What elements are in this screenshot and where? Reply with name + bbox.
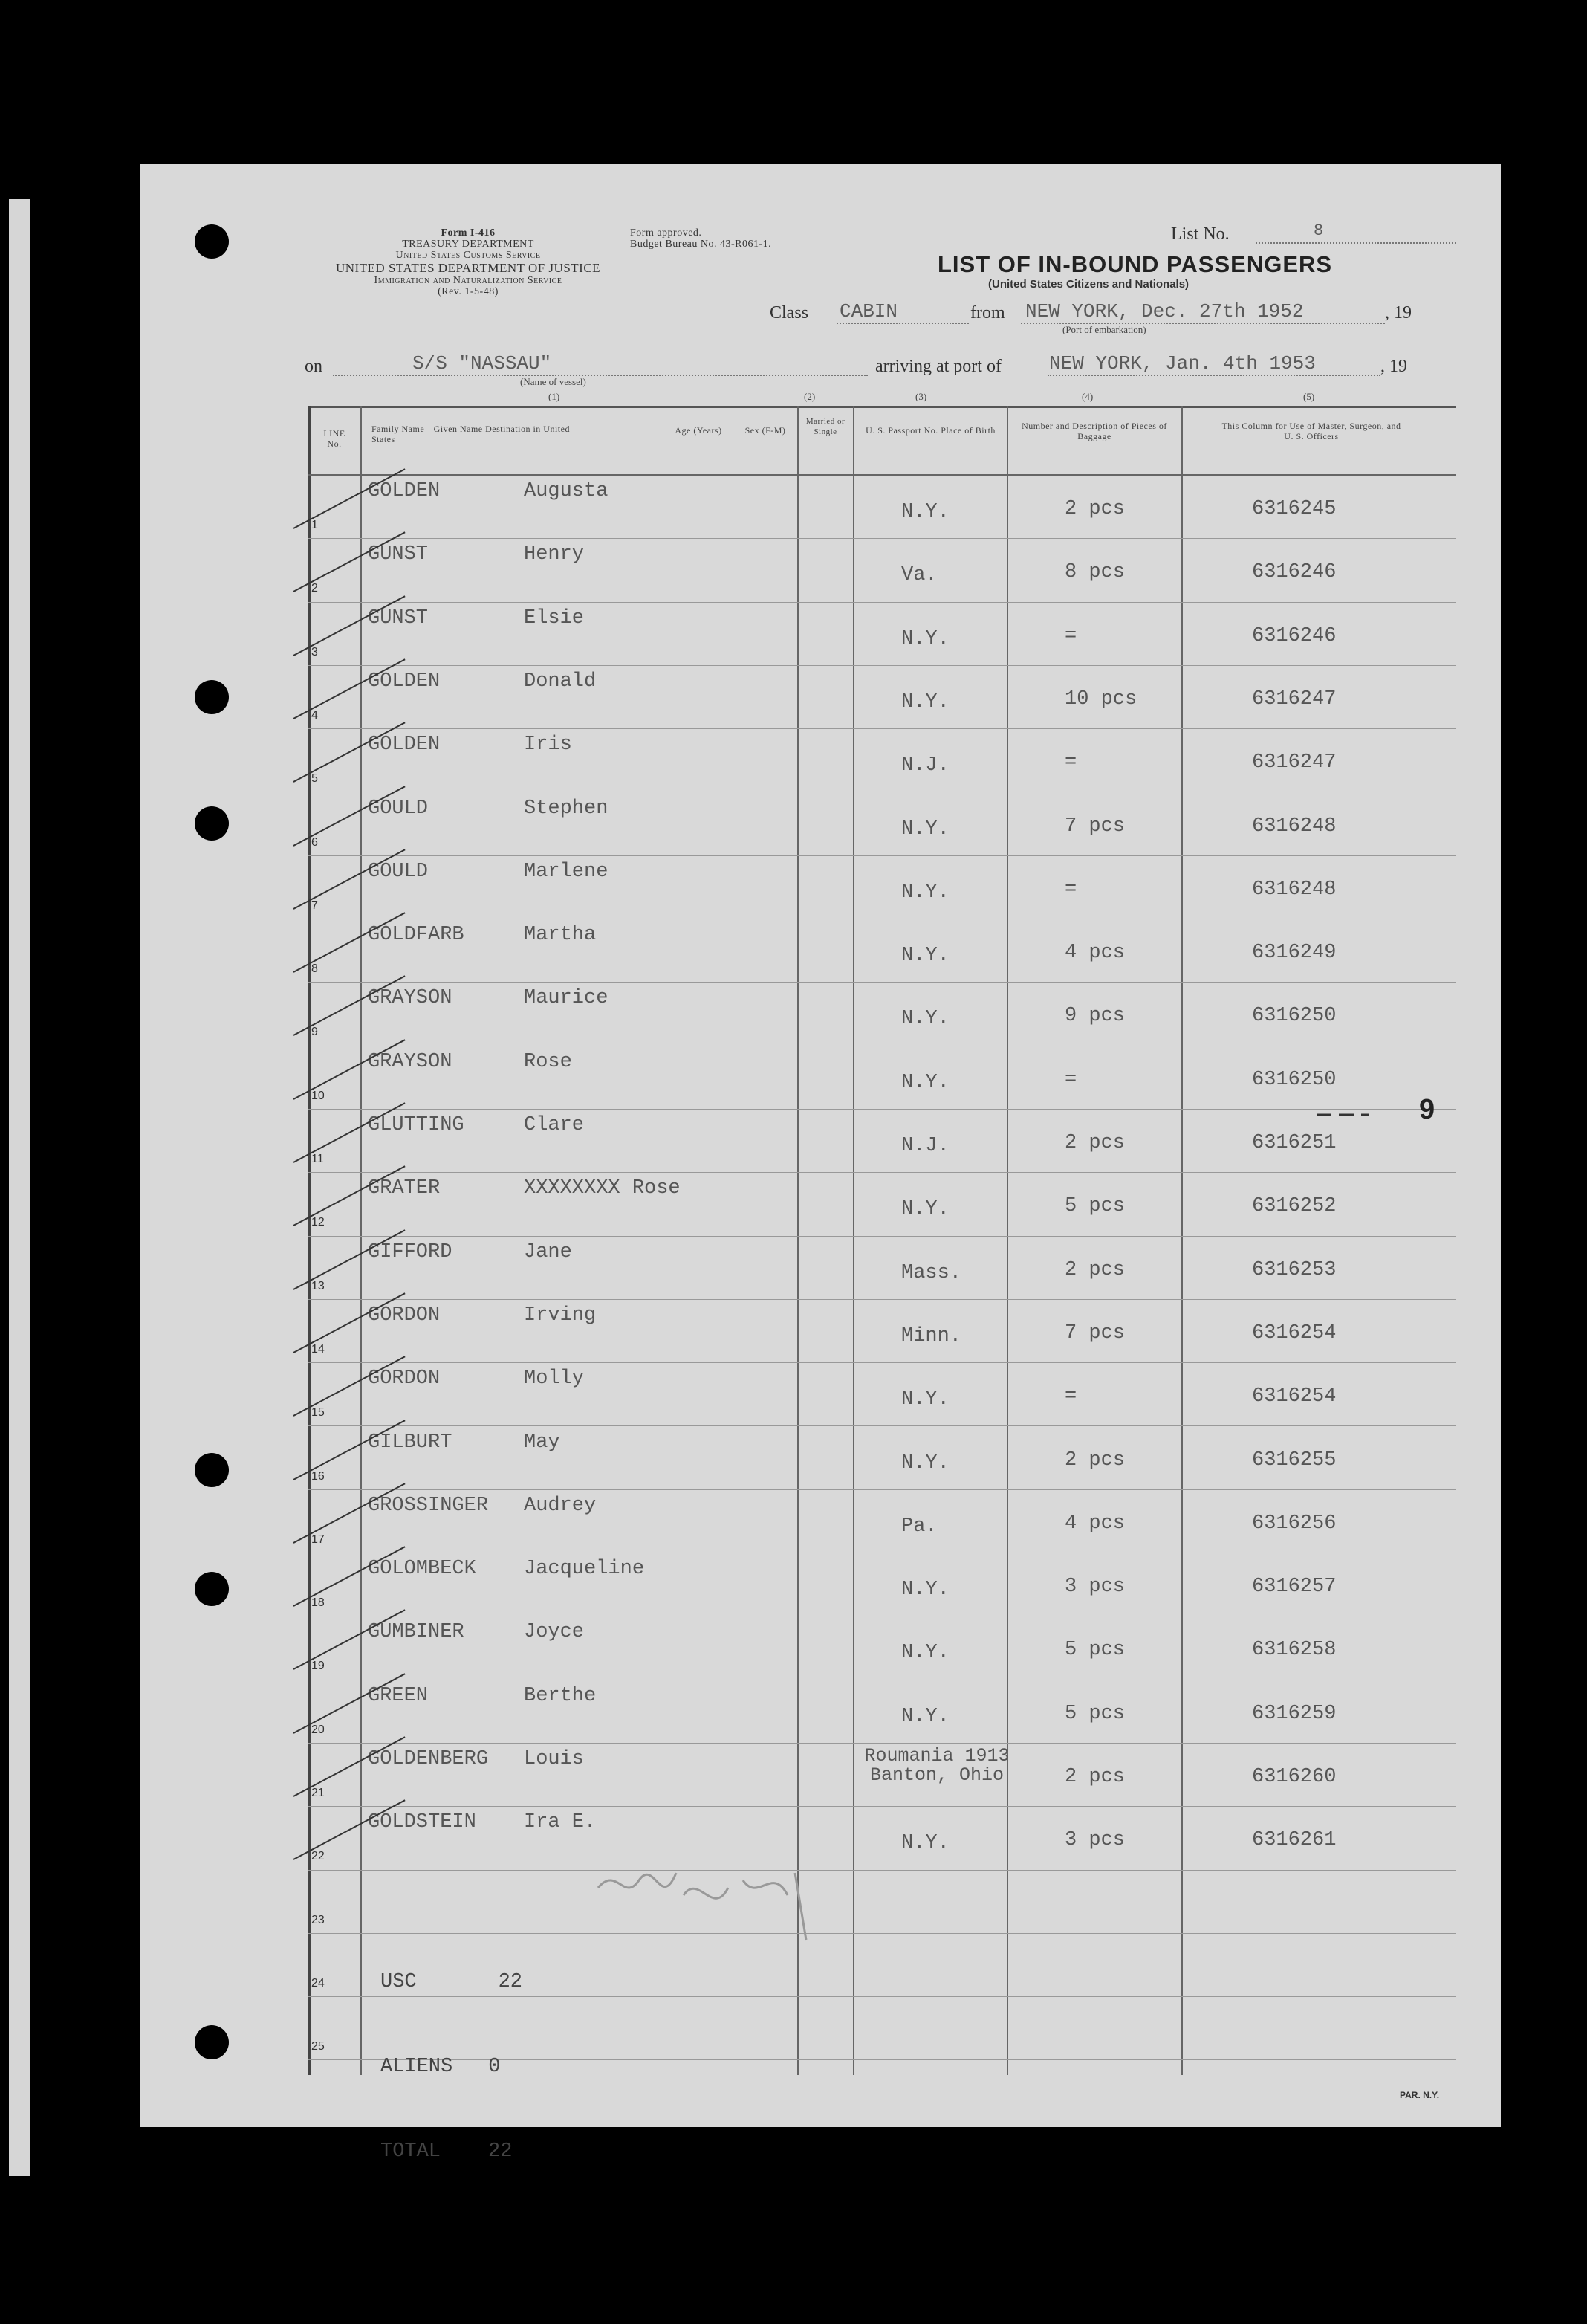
baggage: 4 pcs [1065, 1512, 1126, 1535]
binder-hole [195, 2025, 229, 2059]
budget-bureau: Budget Bureau No. 43-R061-1. [630, 239, 772, 250]
given-name: May [524, 1431, 560, 1454]
officer-number: 6316252 [1252, 1195, 1337, 1218]
officer-number: 6316259 [1252, 1702, 1337, 1725]
place-of-birth: N.J. [901, 1135, 950, 1157]
table-row [308, 983, 1456, 1046]
binder-hole [195, 806, 229, 841]
place-of-birth: N.Y. [901, 1071, 950, 1094]
given-name: XXXXXXXX Rose [524, 1177, 681, 1200]
table-row [308, 1300, 1456, 1363]
place-of-birth: N.Y. [901, 1008, 950, 1031]
place-of-birth: N.J. [901, 754, 950, 777]
place-of-birth: N.Y. [901, 690, 950, 713]
customs-service: United States Customs Service [395, 250, 541, 261]
family-name: GLUTTING [368, 1114, 464, 1136]
handwritten-scribble [594, 1858, 817, 1955]
line-number: 4 [311, 708, 318, 722]
given-name: Donald [524, 670, 597, 693]
table-row [308, 919, 1456, 983]
baggage: 10 pcs [1065, 687, 1137, 711]
baggage: 5 pcs [1065, 1702, 1126, 1725]
family-name: GUMBINER [368, 1621, 464, 1644]
summary-aliens [380, 2053, 522, 2081]
given-name: Audrey [524, 1494, 597, 1517]
place-of-birth: Va. [901, 564, 938, 587]
place-of-birth: N.Y. [901, 945, 950, 968]
baggage: = [1065, 1068, 1077, 1091]
given-name: Jacqueline [524, 1558, 645, 1581]
line-number: 16 [311, 1469, 325, 1483]
printer-mark: PAR. N.Y. [1400, 2090, 1440, 2100]
place-of-birth: N.Y. [901, 1705, 950, 1728]
officer-number: 6316248 [1252, 815, 1337, 838]
table-row [308, 476, 1456, 539]
line-number: 6 [311, 835, 318, 849]
from-value: NEW YORK, Dec. 27th 1952 [1025, 300, 1304, 323]
binder-hole [195, 680, 229, 714]
table-row [308, 1046, 1456, 1110]
line-number: 20 [311, 1723, 325, 1736]
ins-service: Immigration and Naturalization Service [374, 275, 562, 286]
officer-number: 6316260 [1252, 1766, 1337, 1788]
column-number-2: (2) [804, 391, 816, 402]
family-name: GROSSINGER [368, 1494, 489, 1517]
place-of-birth: N.Y. [901, 1642, 950, 1665]
baggage: 4 pcs [1065, 942, 1126, 965]
col-age: Age (Years) [675, 425, 722, 436]
line-number: 24 [311, 1976, 325, 1990]
col-line-no: LINE No. [323, 428, 345, 449]
margin-dash [1317, 1112, 1369, 1118]
officer-number: 6316245 [1252, 498, 1337, 520]
officer-number: 6316246 [1252, 624, 1337, 647]
line-number: 25 [311, 2040, 325, 2053]
place-of-birth: N.Y. [901, 501, 950, 523]
column-number-4: (4) [1082, 391, 1094, 402]
total-value: 22 [488, 2140, 513, 2163]
usc-label: USC [380, 1971, 417, 1993]
given-name: Stephen [524, 797, 608, 820]
line-number: 5 [311, 772, 318, 786]
baggage: 7 pcs [1065, 1321, 1126, 1344]
baggage: = [1065, 751, 1077, 774]
adjacent-page-edge [9, 199, 30, 2176]
given-name: Joyce [524, 1621, 585, 1644]
aliens-value: 0 [488, 2056, 501, 2078]
line-number: 1 [311, 519, 318, 531]
treasury-dept: TREASURY DEPARTMENT [402, 239, 534, 250]
given-name: Berthe [524, 1684, 597, 1707]
line-number: 10 [311, 1089, 325, 1102]
baggage: = [1065, 878, 1077, 901]
officer-number: 6316247 [1252, 687, 1337, 711]
given-name: Ira E. [524, 1811, 597, 1834]
col-officers: This Column for Use of Master, Surgeon, and U. S. Officers [1221, 421, 1401, 441]
justice-dept: UNITED STATES DEPARTMENT OF JUSTICE [335, 261, 601, 275]
table-row [308, 603, 1456, 666]
family-name: GRAYSON [368, 1050, 452, 1073]
table-row [308, 1490, 1456, 1553]
table-row [308, 1427, 1456, 1490]
officer-number: 6316246 [1252, 561, 1337, 584]
officer-number: 6316254 [1252, 1385, 1337, 1408]
line-number: 17 [311, 1532, 325, 1546]
family-name: GOLDEN [368, 480, 441, 502]
line-number: 23 [311, 1913, 325, 1926]
baggage: 2 pcs [1065, 1132, 1126, 1154]
place-of-birth: Minn. [901, 1324, 962, 1347]
family-name: GILBURT [368, 1431, 452, 1454]
table-row [308, 539, 1456, 602]
family-name: GOLDENBERG [368, 1748, 489, 1770]
summary-total [380, 2137, 522, 2166]
line-number: 13 [311, 1279, 325, 1292]
baggage: 7 pcs [1065, 815, 1126, 838]
family-name: GRATER [368, 1177, 441, 1200]
margin-mark: 9 [1419, 1094, 1435, 1125]
baggage: 2 pcs [1065, 1449, 1126, 1472]
family-name: GUNST [368, 543, 429, 566]
given-name: Clare [524, 1114, 585, 1136]
class-line [837, 323, 969, 324]
given-name: Elsie [524, 606, 585, 629]
table-row [308, 856, 1456, 919]
given-name: Iris [524, 734, 572, 757]
vessel-caption: (Name of vessel) [520, 376, 586, 387]
col-passport: U. S. Passport No. Place of Birth [866, 425, 996, 436]
line-number: 21 [311, 1787, 325, 1799]
table-row [308, 729, 1456, 792]
line-number: 7 [311, 899, 318, 912]
family-name: GREEN [368, 1684, 429, 1707]
aliens-label: ALIENS [380, 2056, 453, 2078]
summary-usc [380, 1968, 522, 1996]
arriving-value: NEW YORK, Jan. 4th 1953 [1049, 352, 1316, 375]
table-row [308, 1363, 1456, 1426]
class-label: Class [770, 303, 809, 323]
given-name: Maurice [524, 987, 608, 1010]
place-of-birth: N.Y. [901, 1832, 950, 1855]
officer-number: 6316250 [1252, 1068, 1337, 1091]
year-suffix-1: , 19 [1385, 303, 1412, 323]
given-name: Augusta [524, 480, 608, 502]
on-label: on [305, 357, 322, 376]
officer-number: 6316249 [1252, 942, 1337, 965]
officer-number: 6316258 [1252, 1639, 1337, 1662]
approval-block [630, 227, 771, 250]
given-name: Henry [524, 543, 585, 566]
baggage: 2 pcs [1065, 1766, 1126, 1788]
col-name: Family Name—Given Name Destination in United States [371, 424, 570, 444]
baggage: = [1065, 624, 1077, 647]
table-row [308, 1173, 1456, 1236]
binder-hole [195, 224, 229, 259]
list-no-line [1256, 242, 1456, 244]
column-number-3: (3) [915, 391, 927, 402]
line-number: 11 [311, 1153, 324, 1165]
form-number: Form I-416 [441, 227, 496, 239]
table-row [308, 1110, 1456, 1173]
place-of-birth: N.Y. [901, 1198, 950, 1221]
place-of-birth: Mass. [901, 1261, 962, 1284]
given-name: Jane [524, 1240, 572, 1263]
place-of-birth: N.Y. [901, 1451, 950, 1475]
family-name: GORDON [368, 1367, 441, 1391]
total-label: TOTAL [380, 2140, 441, 2163]
baggage: 8 pcs [1065, 561, 1126, 584]
line-number: 14 [311, 1342, 325, 1356]
baggage: 2 pcs [1065, 498, 1126, 520]
page-title: LIST OF IN-BOUND PASSENGERS [938, 251, 1333, 277]
given-name: Molly [524, 1367, 585, 1391]
place-of-birth: N.Y. [901, 881, 950, 904]
class-value: CABIN [840, 300, 898, 323]
arriving-label: arriving at port of [875, 357, 1002, 376]
family-name: GOLDEN [368, 734, 441, 757]
col-sex: Sex (F-M) [744, 425, 786, 436]
line-number: 2 [311, 582, 318, 595]
officer-number: 6316255 [1252, 1449, 1337, 1472]
line-number: 12 [311, 1216, 325, 1229]
baggage: 3 pcs [1065, 1576, 1126, 1599]
vessel-value: S/S "NASSAU" [412, 352, 552, 375]
officer-number: 6316254 [1252, 1321, 1337, 1344]
line-number: 9 [311, 1026, 318, 1039]
line-number: 18 [311, 1596, 325, 1610]
place-of-birth: N.Y. [901, 627, 950, 650]
vessel-line [333, 375, 868, 376]
line-number: 8 [311, 962, 318, 976]
place-of-birth: Roumania 1913 Banton, Ohio [864, 1745, 1010, 1786]
list-no-value: 8 [1314, 221, 1324, 240]
family-name: GORDON [368, 1304, 441, 1327]
table-row [308, 1237, 1456, 1300]
table-row [308, 1807, 1456, 1870]
family-name: GOULD [368, 860, 429, 883]
summary-block [380, 1912, 522, 2194]
family-name: GOLDFARB [368, 924, 464, 947]
col-baggage: Number and Description of Pieces of Baggage [1022, 421, 1167, 441]
given-name: Louis [524, 1748, 585, 1770]
given-name: Irving [524, 1304, 597, 1327]
given-name: Martha [524, 924, 597, 947]
family-name: GOULD [368, 797, 429, 820]
family-name: GIFFORD [368, 1240, 452, 1263]
table-row [308, 666, 1456, 729]
year-suffix-2: , 19 [1380, 357, 1407, 376]
line-number: 15 [311, 1406, 325, 1420]
officer-number: 6316256 [1252, 1512, 1337, 1535]
baggage: 5 pcs [1065, 1639, 1126, 1662]
column-number-5: (5) [1303, 391, 1315, 402]
officer-number: 6316248 [1252, 878, 1337, 901]
officer-number: 6316253 [1252, 1258, 1337, 1281]
baggage: = [1065, 1385, 1077, 1408]
place-of-birth: N.Y. [901, 818, 950, 841]
family-name: GOLDEN [368, 670, 441, 693]
officer-number: 6316261 [1252, 1829, 1337, 1852]
form-agency-block [297, 227, 639, 297]
family-name: GOLDSTEIN [368, 1811, 476, 1834]
table-row [308, 1616, 1456, 1680]
family-name: GRAYSON [368, 987, 452, 1010]
form-approved: Form approved. [630, 227, 702, 239]
place-of-birth: N.Y. [901, 1388, 950, 1411]
family-name: GUNST [368, 606, 429, 629]
baggage: 9 pcs [1065, 1005, 1126, 1028]
binder-hole [195, 1453, 229, 1487]
given-name: Rose [524, 1050, 572, 1073]
line-number: 19 [311, 1660, 325, 1673]
given-name: Marlene [524, 860, 608, 883]
officer-number: 6316257 [1252, 1576, 1337, 1599]
binder-hole [195, 1572, 229, 1606]
port-caption: (Port of embarkation) [1062, 324, 1146, 335]
table-row [308, 1680, 1456, 1744]
officer-number: 6316247 [1252, 751, 1337, 774]
line-number: 22 [311, 1850, 325, 1863]
from-label: from [970, 303, 1005, 323]
table-row [308, 1744, 1456, 1807]
officer-number: 6316251 [1252, 1132, 1337, 1154]
table-row [308, 793, 1456, 856]
revision: (Rev. 1-5-48) [438, 286, 499, 297]
family-name: GOLOMBECK [368, 1558, 476, 1581]
officer-number: 6316250 [1252, 1005, 1337, 1028]
page-subtitle: (United States Citizens and Nationals) [988, 278, 1190, 291]
usc-value: 22 [498, 1971, 523, 1993]
baggage: 5 pcs [1065, 1195, 1126, 1218]
column-number-1: (1) [548, 391, 560, 402]
arriving-line [1048, 375, 1380, 376]
place-of-birth: N.Y. [901, 1579, 950, 1602]
list-no-label: List No. [1171, 224, 1230, 244]
table-row [308, 1553, 1456, 1616]
line-number: 3 [311, 645, 318, 658]
place-of-birth: Pa. [901, 1515, 938, 1538]
col-married: Married or Single [805, 417, 846, 436]
baggage: 3 pcs [1065, 1829, 1126, 1852]
baggage: 2 pcs [1065, 1258, 1126, 1281]
